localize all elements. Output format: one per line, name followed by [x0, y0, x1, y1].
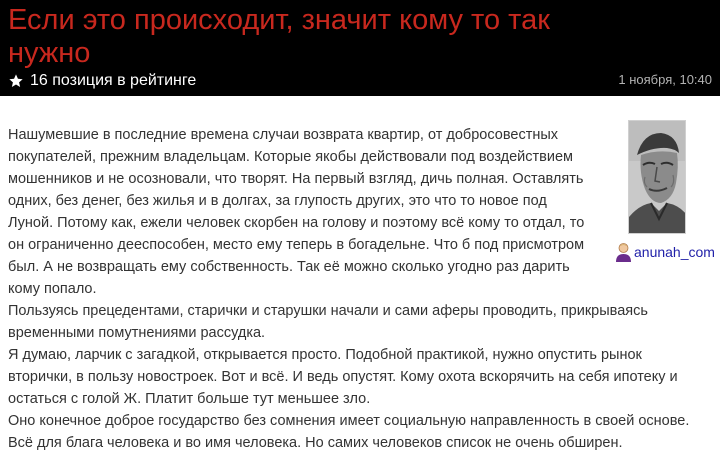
body-line: Луной. Потому как, ежели человек скорбен на голову и поэтому всё кому то отдал, то — [8, 215, 585, 231]
post-title[interactable] — [8, 4, 568, 70]
post-header — [0, 0, 720, 96]
body-line: одних, без денег, без жилья и в долгах, за глупость других, это что то новое под — [8, 193, 547, 209]
body-line: он ограниченно дееспособен, место ему теперь в богадельне. Что б под присмотром — [8, 237, 585, 253]
author-username[interactable]: anunah_com — [634, 244, 715, 260]
body-line: Оно конечное доброе государство без сомнения имеет социальную направленность в своей основе. — [8, 413, 690, 429]
post-body — [8, 124, 689, 454]
body-line: временными помутнениями рассудка. — [8, 325, 266, 341]
body-line: мошенников и не осозновали, что творят. На первый взгляд, дичь полная. Оставлять — [8, 171, 584, 187]
body-line: кому попало. — [8, 281, 97, 297]
body-line: вторички, в пользу новостроек. Вот и всё. И ведь опустят. Кому охота вскорячить на себя ипотеку и — [8, 369, 678, 385]
body-line: Пользуясь прецедентами, старички и старушки начали и сами аферы проводить, прикрываясь — [8, 303, 648, 319]
post-title-line-1[interactable]: Если это происходит, значит кому то так — [8, 4, 550, 36]
rating-text: 16 позиция в рейтинге — [30, 72, 197, 89]
rating — [8, 71, 196, 91]
body-line: покупателей, прежним владельцам. Которые якобы действовали под воздействием — [8, 149, 573, 165]
body-line: Нашумевшие в последние времена случаи возврата квартир, от добросовестных — [8, 127, 559, 143]
body-line: остаться с голой Ж. Платит больше тут меньшее зло. — [8, 391, 371, 407]
body-line: был. А не возвращать ему собственность. Так её можно сколько угодно раз дарить — [8, 259, 570, 275]
body-line: Всё для блага человека и во имя человека. Но самих человеков список не очень обширен. — [8, 435, 623, 451]
star-icon — [8, 73, 24, 89]
body-line: Я думаю, ларчик с загадкой, открывается просто. Подобной практикой, нужно опустить рынок — [8, 347, 642, 363]
post-date: 1 ноября, 10:40 — [618, 72, 712, 87]
post-title-line-2[interactable]: нужно — [8, 37, 91, 69]
